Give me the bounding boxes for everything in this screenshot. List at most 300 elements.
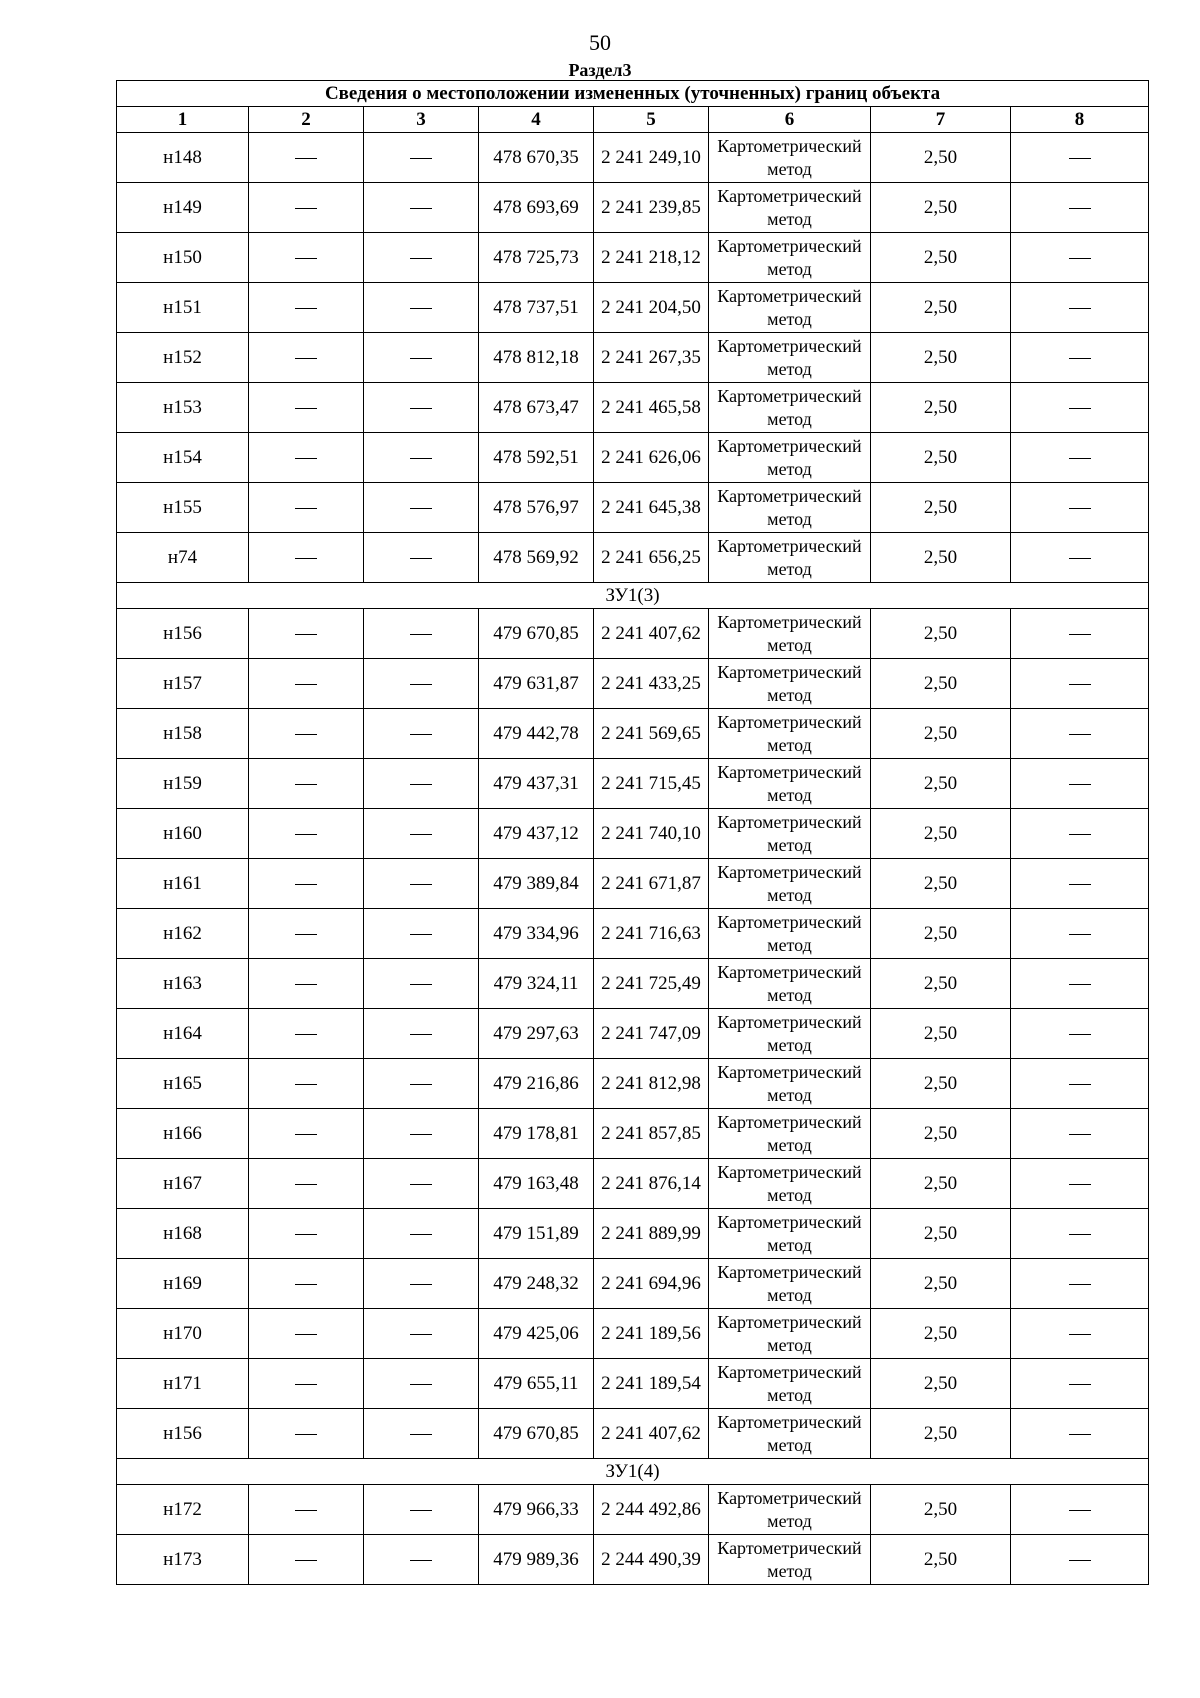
column-8-empty bbox=[1011, 1309, 1149, 1359]
coordinate-y: 2 241 889,99 bbox=[594, 1209, 709, 1259]
point-name: н162 bbox=[117, 909, 249, 959]
coordinate-y: 2 241 645,38 bbox=[594, 483, 709, 533]
coordinate-x: 479 248,32 bbox=[479, 1259, 594, 1309]
dash-mark bbox=[295, 934, 317, 935]
dash-mark bbox=[410, 634, 432, 635]
precision: 2,50 bbox=[871, 483, 1011, 533]
column-2-empty bbox=[249, 333, 364, 383]
point-name: н156 bbox=[117, 609, 249, 659]
precision: 2,50 bbox=[871, 1535, 1011, 1585]
column-2-empty bbox=[249, 233, 364, 283]
column-2-empty bbox=[249, 1059, 364, 1109]
dash-mark bbox=[295, 1184, 317, 1185]
column-3-empty bbox=[364, 1209, 479, 1259]
method: Картометрический метод bbox=[709, 483, 871, 533]
table-row bbox=[117, 533, 1149, 583]
table-row bbox=[117, 909, 1149, 959]
table-row bbox=[117, 1009, 1149, 1059]
point-name: н171 bbox=[117, 1359, 249, 1409]
dash-mark bbox=[1069, 984, 1091, 985]
column-8-empty bbox=[1011, 659, 1149, 709]
coordinate-y: 2 241 249,10 bbox=[594, 133, 709, 183]
column-3-empty bbox=[364, 1359, 479, 1409]
point-name: н74 bbox=[117, 533, 249, 583]
table-row bbox=[117, 859, 1149, 909]
coordinate-y: 2 241 239,85 bbox=[594, 183, 709, 233]
coordinate-x: 479 178,81 bbox=[479, 1109, 594, 1159]
dash-mark bbox=[1069, 158, 1091, 159]
column-2-empty bbox=[249, 433, 364, 483]
column-3-empty bbox=[364, 1485, 479, 1535]
dash-mark bbox=[1069, 258, 1091, 259]
dash-mark bbox=[295, 1560, 317, 1561]
dash-mark bbox=[295, 1134, 317, 1135]
coordinate-y: 2 244 490,39 bbox=[594, 1535, 709, 1585]
precision: 2,50 bbox=[871, 333, 1011, 383]
point-name: н173 bbox=[117, 1535, 249, 1585]
point-name: н165 bbox=[117, 1059, 249, 1109]
coordinate-y: 2 241 433,25 bbox=[594, 659, 709, 709]
table-row bbox=[117, 809, 1149, 859]
table-row bbox=[117, 483, 1149, 533]
coordinate-x: 479 163,48 bbox=[479, 1159, 594, 1209]
column-8-empty bbox=[1011, 333, 1149, 383]
method: Картометрический метод bbox=[709, 859, 871, 909]
method: Картометрический метод bbox=[709, 1259, 871, 1309]
precision: 2,50 bbox=[871, 383, 1011, 433]
coordinate-x: 478 592,51 bbox=[479, 433, 594, 483]
point-name: н155 bbox=[117, 483, 249, 533]
column-2-empty bbox=[249, 133, 364, 183]
column-3-empty bbox=[364, 533, 479, 583]
column-3-empty bbox=[364, 709, 479, 759]
method: Картометрический метод bbox=[709, 1485, 871, 1535]
precision: 2,50 bbox=[871, 133, 1011, 183]
column-2-empty bbox=[249, 1159, 364, 1209]
column-2-empty bbox=[249, 709, 364, 759]
dash-mark bbox=[295, 1384, 317, 1385]
dash-mark bbox=[1069, 884, 1091, 885]
coordinate-x: 479 989,36 bbox=[479, 1535, 594, 1585]
column-2-empty bbox=[249, 809, 364, 859]
dash-mark bbox=[1069, 308, 1091, 309]
section-title: Раздел3 bbox=[568, 60, 632, 80]
point-name: н170 bbox=[117, 1309, 249, 1359]
dash-mark bbox=[295, 358, 317, 359]
dash-mark bbox=[410, 1284, 432, 1285]
coordinate-y: 2 241 716,63 bbox=[594, 909, 709, 959]
dash-mark bbox=[410, 1184, 432, 1185]
column-3-empty bbox=[364, 433, 479, 483]
column-2-empty bbox=[249, 1309, 364, 1359]
dash-mark bbox=[410, 408, 432, 409]
dash-mark bbox=[1069, 684, 1091, 685]
point-name: н151 bbox=[117, 283, 249, 333]
dash-mark bbox=[295, 558, 317, 559]
coordinate-y: 2 244 492,86 bbox=[594, 1485, 709, 1535]
column-3-empty bbox=[364, 183, 479, 233]
column-3-empty bbox=[364, 333, 479, 383]
dash-mark bbox=[410, 1560, 432, 1561]
coordinate-y: 2 241 407,62 bbox=[594, 1409, 709, 1459]
group-label: ЗУ1(3) bbox=[117, 583, 1149, 609]
table-body bbox=[117, 133, 1149, 1585]
coordinate-x: 478 670,35 bbox=[479, 133, 594, 183]
dash-mark bbox=[295, 1334, 317, 1335]
table-row bbox=[117, 1209, 1149, 1259]
column-2-empty bbox=[249, 1359, 364, 1409]
table-row bbox=[117, 433, 1149, 483]
dash-mark bbox=[295, 784, 317, 785]
dash-mark bbox=[1069, 1234, 1091, 1235]
column-2-empty bbox=[249, 1259, 364, 1309]
column-number: 4 bbox=[479, 107, 594, 133]
dash-mark bbox=[410, 834, 432, 835]
coordinate-x: 478 812,18 bbox=[479, 333, 594, 383]
dash-mark bbox=[295, 1084, 317, 1085]
precision: 2,50 bbox=[871, 1359, 1011, 1409]
column-3-empty bbox=[364, 1109, 479, 1159]
column-2-empty bbox=[249, 483, 364, 533]
column-3-empty bbox=[364, 959, 479, 1009]
dash-mark bbox=[410, 1084, 432, 1085]
coordinate-y: 2 241 189,56 bbox=[594, 1309, 709, 1359]
column-8-empty bbox=[1011, 483, 1149, 533]
dash-mark bbox=[410, 1134, 432, 1135]
precision: 2,50 bbox=[871, 909, 1011, 959]
column-8-empty bbox=[1011, 1009, 1149, 1059]
dash-mark bbox=[295, 1234, 317, 1235]
column-2-empty bbox=[249, 1209, 364, 1259]
precision: 2,50 bbox=[871, 1409, 1011, 1459]
precision: 2,50 bbox=[871, 1309, 1011, 1359]
dash-mark bbox=[1069, 834, 1091, 835]
method: Картометрический метод bbox=[709, 283, 871, 333]
method: Картометрический метод bbox=[709, 1109, 871, 1159]
table-row bbox=[117, 383, 1149, 433]
dash-mark bbox=[410, 358, 432, 359]
method: Картометрический метод bbox=[709, 1535, 871, 1585]
coordinate-x: 479 324,11 bbox=[479, 959, 594, 1009]
point-name: н168 bbox=[117, 1209, 249, 1259]
point-name: н159 bbox=[117, 759, 249, 809]
coordinate-x: 479 631,87 bbox=[479, 659, 594, 709]
dash-mark bbox=[1069, 1510, 1091, 1511]
dash-mark bbox=[1069, 208, 1091, 209]
column-3-empty bbox=[364, 809, 479, 859]
dash-mark bbox=[410, 884, 432, 885]
column-2-empty bbox=[249, 1535, 364, 1585]
precision: 2,50 bbox=[871, 1209, 1011, 1259]
precision: 2,50 bbox=[871, 1059, 1011, 1109]
method: Картометрический метод bbox=[709, 609, 871, 659]
dash-mark bbox=[410, 684, 432, 685]
precision: 2,50 bbox=[871, 659, 1011, 709]
column-3-empty bbox=[364, 609, 479, 659]
table-row bbox=[117, 1259, 1149, 1309]
table-row bbox=[117, 233, 1149, 283]
column-2-empty bbox=[249, 759, 364, 809]
column-number: 8 bbox=[1011, 107, 1149, 133]
column-3-empty bbox=[364, 659, 479, 709]
point-name: н152 bbox=[117, 333, 249, 383]
column-3-empty bbox=[364, 1309, 479, 1359]
point-name: н167 bbox=[117, 1159, 249, 1209]
column-8-empty bbox=[1011, 709, 1149, 759]
dash-mark bbox=[410, 1510, 432, 1511]
method: Картометрический метод bbox=[709, 709, 871, 759]
column-2-empty bbox=[249, 1009, 364, 1059]
method: Картометрический метод bbox=[709, 1359, 871, 1409]
column-8-empty bbox=[1011, 1209, 1149, 1259]
dash-mark bbox=[295, 158, 317, 159]
column-8-empty bbox=[1011, 133, 1149, 183]
point-name: н169 bbox=[117, 1259, 249, 1309]
precision: 2,50 bbox=[871, 809, 1011, 859]
dash-mark bbox=[1069, 1284, 1091, 1285]
column-8-empty bbox=[1011, 283, 1149, 333]
point-name: н153 bbox=[117, 383, 249, 433]
dash-mark bbox=[1069, 558, 1091, 559]
column-2-empty bbox=[249, 659, 364, 709]
column-3-empty bbox=[364, 483, 479, 533]
dash-mark bbox=[295, 834, 317, 835]
column-3-empty bbox=[364, 1059, 479, 1109]
column-number: 1 bbox=[117, 107, 249, 133]
dash-mark bbox=[295, 308, 317, 309]
column-8-empty bbox=[1011, 609, 1149, 659]
dash-mark bbox=[1069, 1384, 1091, 1385]
dash-mark bbox=[410, 1434, 432, 1435]
precision: 2,50 bbox=[871, 183, 1011, 233]
table-row bbox=[117, 133, 1149, 183]
point-name: н163 bbox=[117, 959, 249, 1009]
dash-mark bbox=[1069, 358, 1091, 359]
table-row bbox=[117, 283, 1149, 333]
coordinate-x: 479 389,84 bbox=[479, 859, 594, 909]
precision: 2,50 bbox=[871, 233, 1011, 283]
coordinate-y: 2 241 569,65 bbox=[594, 709, 709, 759]
table-row bbox=[117, 1109, 1149, 1159]
column-3-empty bbox=[364, 133, 479, 183]
column-2-empty bbox=[249, 533, 364, 583]
coordinate-x: 478 673,47 bbox=[479, 383, 594, 433]
column-3-empty bbox=[364, 1009, 479, 1059]
method: Картометрический метод bbox=[709, 659, 871, 709]
coordinate-x: 478 569,92 bbox=[479, 533, 594, 583]
table-row bbox=[117, 1485, 1149, 1535]
coordinate-y: 2 241 747,09 bbox=[594, 1009, 709, 1059]
column-8-empty bbox=[1011, 1359, 1149, 1409]
dash-mark bbox=[1069, 934, 1091, 935]
table-row bbox=[117, 183, 1149, 233]
group-label: ЗУ1(4) bbox=[117, 1459, 1149, 1485]
method: Картометрический метод bbox=[709, 533, 871, 583]
column-2-empty bbox=[249, 959, 364, 1009]
coordinate-x: 478 737,51 bbox=[479, 283, 594, 333]
point-name: н164 bbox=[117, 1009, 249, 1059]
table-row bbox=[117, 759, 1149, 809]
column-8-empty bbox=[1011, 909, 1149, 959]
coordinate-x: 479 151,89 bbox=[479, 1209, 594, 1259]
coordinate-x: 479 655,11 bbox=[479, 1359, 594, 1409]
coordinate-y: 2 241 189,54 bbox=[594, 1359, 709, 1409]
point-name: н158 bbox=[117, 709, 249, 759]
coordinate-y: 2 241 740,10 bbox=[594, 809, 709, 859]
column-8-empty bbox=[1011, 809, 1149, 859]
column-2-empty bbox=[249, 383, 364, 433]
dash-mark bbox=[1069, 1034, 1091, 1035]
table-row bbox=[117, 1409, 1149, 1459]
column-2-empty bbox=[249, 609, 364, 659]
precision: 2,50 bbox=[871, 1259, 1011, 1309]
dash-mark bbox=[295, 984, 317, 985]
dash-mark bbox=[1069, 1434, 1091, 1435]
column-8-empty bbox=[1011, 433, 1149, 483]
column-3-empty bbox=[364, 1535, 479, 1585]
column-number-row bbox=[117, 107, 1149, 133]
dash-mark bbox=[1069, 734, 1091, 735]
dash-mark bbox=[410, 458, 432, 459]
method: Картометрический метод bbox=[709, 959, 871, 1009]
coordinate-x: 479 425,06 bbox=[479, 1309, 594, 1359]
column-8-empty bbox=[1011, 959, 1149, 1009]
column-8-empty bbox=[1011, 1109, 1149, 1159]
dash-mark bbox=[410, 1384, 432, 1385]
dash-mark bbox=[1069, 1084, 1091, 1085]
coordinate-y: 2 241 876,14 bbox=[594, 1159, 709, 1209]
dash-mark bbox=[410, 308, 432, 309]
column-8-empty bbox=[1011, 1259, 1149, 1309]
column-8-empty bbox=[1011, 1485, 1149, 1535]
precision: 2,50 bbox=[871, 1485, 1011, 1535]
dash-mark bbox=[410, 558, 432, 559]
table-row bbox=[117, 1059, 1149, 1109]
point-name: н161 bbox=[117, 859, 249, 909]
column-number: 5 bbox=[594, 107, 709, 133]
method: Картометрический метод bbox=[709, 1209, 871, 1259]
method: Картометрический метод bbox=[709, 909, 871, 959]
dash-mark bbox=[410, 1234, 432, 1235]
coordinate-x: 478 693,69 bbox=[479, 183, 594, 233]
column-8-empty bbox=[1011, 183, 1149, 233]
dash-mark bbox=[295, 458, 317, 459]
coordinate-x: 479 334,96 bbox=[479, 909, 594, 959]
precision: 2,50 bbox=[871, 859, 1011, 909]
column-8-empty bbox=[1011, 1409, 1149, 1459]
column-number: 3 bbox=[364, 107, 479, 133]
table-caption: Сведения о местоположении измененных (уточненных) границ объекта bbox=[117, 81, 1149, 107]
coordinate-y: 2 241 715,45 bbox=[594, 759, 709, 809]
coordinate-x: 478 725,73 bbox=[479, 233, 594, 283]
dash-mark bbox=[410, 1334, 432, 1335]
column-2-empty bbox=[249, 183, 364, 233]
column-8-empty bbox=[1011, 1159, 1149, 1209]
dash-mark bbox=[295, 208, 317, 209]
dash-mark bbox=[295, 1434, 317, 1435]
coordinate-x: 478 576,97 bbox=[479, 483, 594, 533]
coordinate-x: 479 437,31 bbox=[479, 759, 594, 809]
method: Картометрический метод bbox=[709, 1059, 871, 1109]
table-row bbox=[117, 709, 1149, 759]
coordinate-x: 479 670,85 bbox=[479, 1409, 594, 1459]
coordinate-x: 479 297,63 bbox=[479, 1009, 594, 1059]
dash-mark bbox=[1069, 634, 1091, 635]
precision: 2,50 bbox=[871, 533, 1011, 583]
table-row bbox=[117, 333, 1149, 383]
table-row bbox=[117, 1359, 1149, 1409]
coordinate-x: 479 216,86 bbox=[479, 1059, 594, 1109]
dash-mark bbox=[410, 784, 432, 785]
method: Картометрический метод bbox=[709, 1159, 871, 1209]
column-2-empty bbox=[249, 283, 364, 333]
column-8-empty bbox=[1011, 533, 1149, 583]
dash-mark bbox=[295, 734, 317, 735]
dash-mark bbox=[410, 734, 432, 735]
table-row bbox=[117, 659, 1149, 709]
page-number: 50 bbox=[589, 30, 611, 55]
method: Картометрический метод bbox=[709, 133, 871, 183]
coordinate-x: 479 966,33 bbox=[479, 1485, 594, 1535]
coordinate-x: 479 670,85 bbox=[479, 609, 594, 659]
dash-mark bbox=[295, 408, 317, 409]
coordinate-y: 2 241 407,62 bbox=[594, 609, 709, 659]
point-name: н166 bbox=[117, 1109, 249, 1159]
dash-mark bbox=[295, 1510, 317, 1511]
column-2-empty bbox=[249, 909, 364, 959]
coordinate-y: 2 241 626,06 bbox=[594, 433, 709, 483]
table-caption-row bbox=[117, 81, 1149, 107]
method: Картометрический метод bbox=[709, 809, 871, 859]
dash-mark bbox=[295, 508, 317, 509]
precision: 2,50 bbox=[871, 283, 1011, 333]
precision: 2,50 bbox=[871, 1159, 1011, 1209]
column-number: 6 bbox=[709, 107, 871, 133]
precision: 2,50 bbox=[871, 609, 1011, 659]
column-8-empty bbox=[1011, 233, 1149, 283]
point-name: н150 bbox=[117, 233, 249, 283]
point-name: н154 bbox=[117, 433, 249, 483]
precision: 2,50 bbox=[871, 1009, 1011, 1059]
coordinate-x: 479 442,78 bbox=[479, 709, 594, 759]
point-name: н172 bbox=[117, 1485, 249, 1535]
precision: 2,50 bbox=[871, 433, 1011, 483]
coordinate-y: 2 241 218,12 bbox=[594, 233, 709, 283]
dash-mark bbox=[410, 158, 432, 159]
coordinate-y: 2 241 812,98 bbox=[594, 1059, 709, 1109]
precision: 2,50 bbox=[871, 1109, 1011, 1159]
table-row bbox=[117, 1159, 1149, 1209]
column-2-empty bbox=[249, 1409, 364, 1459]
column-2-empty bbox=[249, 1109, 364, 1159]
column-3-empty bbox=[364, 859, 479, 909]
precision: 2,50 bbox=[871, 709, 1011, 759]
dash-mark bbox=[295, 1284, 317, 1285]
point-name: н149 bbox=[117, 183, 249, 233]
column-3-empty bbox=[364, 383, 479, 433]
table-row bbox=[117, 1309, 1149, 1359]
method: Картометрический метод bbox=[709, 383, 871, 433]
table-row bbox=[117, 959, 1149, 1009]
point-name: н157 bbox=[117, 659, 249, 709]
coordinate-y: 2 241 725,49 bbox=[594, 959, 709, 1009]
column-8-empty bbox=[1011, 1059, 1149, 1109]
coordinate-y: 2 241 204,50 bbox=[594, 283, 709, 333]
column-number: 7 bbox=[871, 107, 1011, 133]
column-3-empty bbox=[364, 283, 479, 333]
dash-mark bbox=[410, 1034, 432, 1035]
method: Картометрический метод bbox=[709, 1309, 871, 1359]
